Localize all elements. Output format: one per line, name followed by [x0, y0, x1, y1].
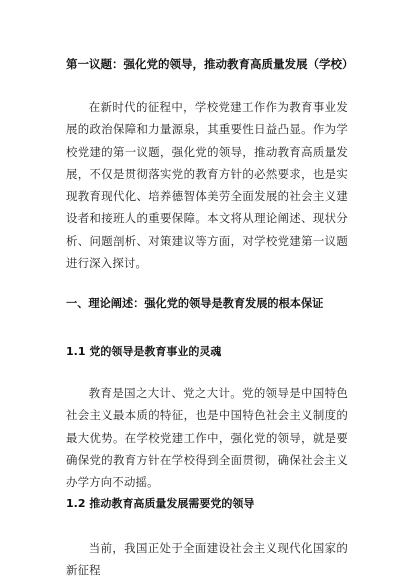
subheading-1-1: 1.1 党的领导是教育事业的灵魂: [66, 345, 222, 358]
paragraph-1-2: 当前，我国正处于全面建设社会主义现代化国家的新征程: [66, 541, 348, 578]
paragraph-1-1: 教育是国之大计、党之大计。党的领导是中国特色社会主义最本质的特征，也是中国特色社会主义制度的最大优势。在学校党建工作中，强化党的领导，就是要确保党的教育方针在学校得到全面贯彻，确保社会主义办学方向不动摇。: [66, 386, 348, 490]
subheading-1-2: 1.2 推动教育高质量发展需要党的领导: [66, 497, 255, 510]
document-title: 第一议题：强化党的领导，推动教育高质量发展（学校）: [66, 57, 354, 71]
intro-paragraph: 在新时代的征程中，学校党建工作作为教育事业发展的政治保障和力量源泉，其重要性日益凸显。作为学校党建的第一议题，强化党的领导，推动教育高质量发展，不仅是贯彻落实党的教育方针的必然要求，也是实现教育现代化、培养德智体美劳全面发展的社会主义建设者和接班人的重要保障。本文将从理论阐述、现状分析、问题剖析、对策建议等方面，对学校党建第一议题进行深入探讨。: [66, 100, 348, 271]
section-heading-theory: 一、理论阐述：强化党的领导是教育发展的根本保证: [66, 297, 324, 310]
